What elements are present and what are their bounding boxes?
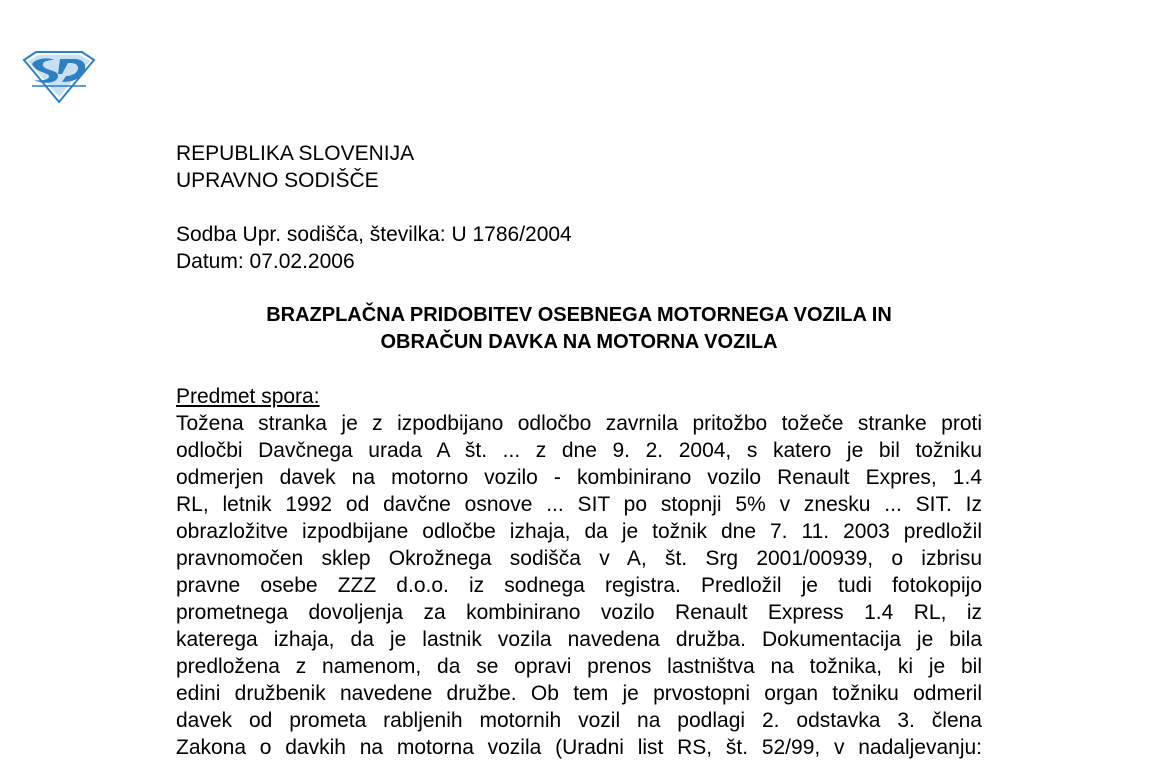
paragraph-line: odločbi Davčnega urada A št. ... z dne 9. 2. 2004, s katero je bil tožniku xyxy=(176,439,982,462)
paragraph-line: prometnega dovoljenja za kombinirano vozilo Renault Express 1.4 RL, iz xyxy=(176,601,982,624)
judgment-date: Datum: 07.02.2006 xyxy=(176,250,355,273)
section-paragraph xyxy=(176,410,982,761)
title-line-1: BRAZPLAČNA PRIDOBITEV OSEBNEGA MOTORNEGA VOZILA IN xyxy=(266,304,892,326)
section-heading: Predmet spora: xyxy=(176,385,320,408)
shield-emblem-icon xyxy=(22,50,96,104)
document-body xyxy=(176,140,982,761)
spacer xyxy=(176,275,982,302)
document-title xyxy=(176,302,982,356)
spacer xyxy=(176,194,982,221)
paragraph-line: odmerjen davek na motorno vozilo - kombinirano vozilo Renault Expres, 1.4 xyxy=(176,466,982,489)
paragraph-line: pravnomočen sklep Okrožnega sodišča v A, št. Srg 2001/00939, o izbrisu xyxy=(176,547,982,570)
paragraph-line: pravne osebe ZZZ d.o.o. iz sodnega registra. Predložil je tudi fotokopijo xyxy=(176,574,982,597)
paragraph-line: edini družbenik navedene družbe. Ob tem je prvostopni organ tožniku odmeril xyxy=(176,682,982,705)
title-line-2: OBRAČUN DAVKA NA MOTORNA VOZILA xyxy=(380,331,778,353)
paragraph-line: obrazložitve izpodbijane odločbe izhaja, da je tožnik dne 7. 11. 2003 predložil xyxy=(176,520,982,543)
spacer xyxy=(176,356,982,383)
paragraph-line: predložena z namenom, da se opravi prenos lastništva na tožnika, ki je bil xyxy=(176,655,982,678)
paragraph-line: RL, letnik 1992 od davčne osnove ... SIT po stopnji 5% v znesku ... SIT. Iz xyxy=(176,493,982,516)
paragraph-line: Tožena stranka je z izpodbijano odločbo zavrnila pritožbo tožeče stranke proti xyxy=(176,412,982,435)
court-emblem-logo xyxy=(22,50,96,104)
header-country: REPUBLIKA SLOVENIJA xyxy=(176,142,415,165)
judgment-number: Sodba Upr. sodišča, številka: U 1786/2004 xyxy=(176,223,572,246)
paragraph-line: katerega izhaja, da je lastnik vozila navedena družba. Dokumentacija je bila xyxy=(176,628,982,651)
header-court: UPRAVNO SODIŠČE xyxy=(176,169,379,192)
paragraph-line: davek od prometa rabljenih motornih vozil na podlagi 2. odstavka 3. člena xyxy=(176,709,982,732)
paragraph-line: Zakona o davkih na motorna vozila (Uradni list RS, št. 52/99, v nadaljevanju: xyxy=(176,736,982,759)
